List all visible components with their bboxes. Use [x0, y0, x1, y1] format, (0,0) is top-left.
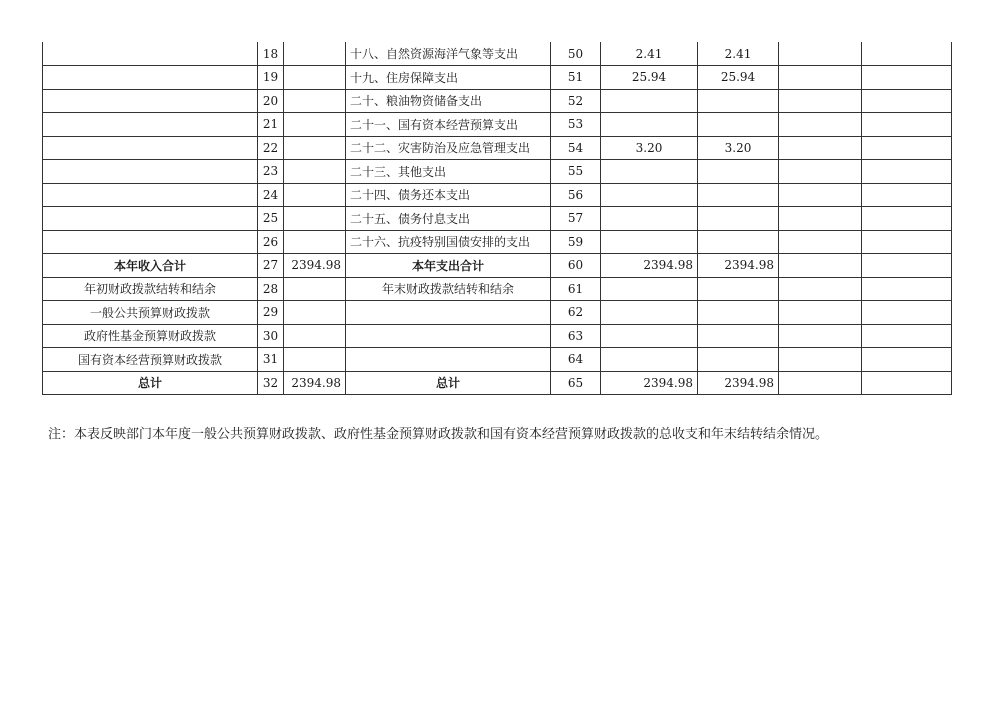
income-line-number-cell: 25 — [258, 207, 284, 231]
income-amount-cell — [284, 183, 346, 207]
table-row — [43, 207, 952, 231]
general-budget-cell — [698, 348, 779, 372]
state-capital-cell — [862, 66, 952, 90]
expenditure-line-number-cell: 59 — [551, 230, 601, 254]
table-row — [43, 66, 952, 90]
expenditure-line-number-cell: 52 — [551, 89, 601, 113]
table-row — [43, 254, 952, 278]
income-line-number-cell: 22 — [258, 136, 284, 160]
income-amount-cell — [284, 207, 346, 231]
expenditure-line-number-cell: 53 — [551, 113, 601, 137]
expenditure-total-cell — [601, 348, 698, 372]
expenditure-item-cell: 年末财政拨款结转和结余 — [346, 277, 551, 301]
expenditure-item-cell: 二十四、债务还本支出 — [346, 183, 551, 207]
general-budget-cell — [698, 230, 779, 254]
general-budget-cell — [698, 301, 779, 325]
general-budget-cell: 2394.98 — [698, 254, 779, 278]
government-fund-cell — [779, 207, 862, 231]
income-item-cell — [43, 66, 258, 90]
general-budget-cell: 2394.98 — [698, 371, 779, 395]
expenditure-total-cell — [601, 113, 698, 137]
government-fund-cell — [779, 113, 862, 137]
state-capital-cell — [862, 183, 952, 207]
income-line-number-cell: 29 — [258, 301, 284, 325]
income-amount-cell — [284, 324, 346, 348]
income-amount-cell — [284, 89, 346, 113]
income-item-cell: 国有资本经营预算财政拨款 — [43, 348, 258, 372]
table-row — [43, 89, 952, 113]
expenditure-total-cell: 2394.98 — [601, 371, 698, 395]
table-row — [43, 160, 952, 184]
table-row — [43, 324, 952, 348]
table-row — [43, 230, 952, 254]
general-budget-cell: 2.41 — [698, 42, 779, 66]
income-line-number-cell: 24 — [258, 183, 284, 207]
income-line-number-cell: 31 — [258, 348, 284, 372]
income-item-cell — [43, 113, 258, 137]
state-capital-cell — [862, 348, 952, 372]
state-capital-cell — [862, 230, 952, 254]
general-budget-cell — [698, 324, 779, 348]
income-line-number-cell: 30 — [258, 324, 284, 348]
government-fund-cell — [779, 371, 862, 395]
income-amount-cell: 2394.98 — [284, 254, 346, 278]
expenditure-total-cell: 2394.98 — [601, 254, 698, 278]
state-capital-cell — [862, 42, 952, 66]
income-amount-cell — [284, 348, 346, 372]
expenditure-item-cell: 二十三、其他支出 — [346, 160, 551, 184]
income-line-number-cell: 20 — [258, 89, 284, 113]
general-budget-cell: 25.94 — [698, 66, 779, 90]
income-amount-cell: 2394.98 — [284, 371, 346, 395]
government-fund-cell — [779, 348, 862, 372]
expenditure-line-number-cell: 60 — [551, 254, 601, 278]
general-budget-cell — [698, 183, 779, 207]
income-line-number-cell: 19 — [258, 66, 284, 90]
expenditure-total-cell — [601, 301, 698, 325]
table-row — [43, 277, 952, 301]
expenditure-item-cell: 总计 — [346, 371, 551, 395]
income-item-cell — [43, 183, 258, 207]
income-line-number-cell: 27 — [258, 254, 284, 278]
expenditure-item-cell: 十八、自然资源海洋气象等支出 — [346, 42, 551, 66]
government-fund-cell — [779, 66, 862, 90]
government-fund-cell — [779, 324, 862, 348]
income-amount-cell — [284, 66, 346, 90]
table-row — [43, 371, 952, 395]
income-amount-cell — [284, 113, 346, 137]
state-capital-cell — [862, 324, 952, 348]
table-row — [43, 42, 952, 66]
government-fund-cell — [779, 89, 862, 113]
state-capital-cell — [862, 160, 952, 184]
income-item-cell — [43, 207, 258, 231]
government-fund-cell — [779, 42, 862, 66]
income-amount-cell — [284, 277, 346, 301]
expenditure-item-cell: 十九、住房保障支出 — [346, 66, 551, 90]
expenditure-line-number-cell: 56 — [551, 183, 601, 207]
income-item-cell: 政府性基金预算财政拨款 — [43, 324, 258, 348]
general-budget-cell — [698, 160, 779, 184]
government-fund-cell — [779, 301, 862, 325]
expenditure-item-cell: 二十六、抗疫特别国债安排的支出 — [346, 230, 551, 254]
expenditure-total-cell — [601, 324, 698, 348]
expenditure-line-number-cell: 57 — [551, 207, 601, 231]
table-row — [43, 113, 952, 137]
income-line-number-cell: 18 — [258, 42, 284, 66]
state-capital-cell — [862, 136, 952, 160]
expenditure-item-cell: 二十一、国有资本经营预算支出 — [346, 113, 551, 137]
table-row — [43, 301, 952, 325]
general-budget-cell — [698, 277, 779, 301]
general-budget-cell — [698, 207, 779, 231]
expenditure-line-number-cell: 63 — [551, 324, 601, 348]
income-amount-cell — [284, 42, 346, 66]
expenditure-item-cell: 本年支出合计 — [346, 254, 551, 278]
general-budget-cell — [698, 89, 779, 113]
expenditure-item-cell — [346, 324, 551, 348]
expenditure-item-cell — [346, 348, 551, 372]
table-body — [43, 42, 952, 395]
state-capital-cell — [862, 301, 952, 325]
income-item-cell: 总计 — [43, 371, 258, 395]
income-amount-cell — [284, 230, 346, 254]
income-item-cell — [43, 136, 258, 160]
expenditure-total-cell: 25.94 — [601, 66, 698, 90]
expenditure-line-number-cell: 54 — [551, 136, 601, 160]
expenditure-line-number-cell: 62 — [551, 301, 601, 325]
expenditure-total-cell — [601, 230, 698, 254]
expenditure-total-cell: 2.41 — [601, 42, 698, 66]
expenditure-item-cell: 二十、粮油物资储备支出 — [346, 89, 551, 113]
expenditure-total-cell — [601, 207, 698, 231]
expenditure-total-cell: 3.20 — [601, 136, 698, 160]
income-item-cell — [43, 89, 258, 113]
general-budget-cell — [698, 113, 779, 137]
expenditure-line-number-cell: 55 — [551, 160, 601, 184]
government-fund-cell — [779, 160, 862, 184]
income-item-cell: 年初财政拨款结转和结余 — [43, 277, 258, 301]
income-item-cell: 本年收入合计 — [43, 254, 258, 278]
income-amount-cell — [284, 160, 346, 184]
state-capital-cell — [862, 113, 952, 137]
table-note: 注：本表反映部门本年度一般公共预算财政拨款、政府性基金预算财政拨款和国有资本经营预算财政拨款的总收支和年末结转结余情况。 — [48, 427, 829, 442]
table-row — [43, 348, 952, 372]
table-row — [43, 136, 952, 160]
state-capital-cell — [862, 277, 952, 301]
state-capital-cell — [862, 254, 952, 278]
expenditure-total-cell — [601, 183, 698, 207]
expenditure-item-cell: 二十二、灾害防治及应急管理支出 — [346, 136, 551, 160]
income-item-cell — [43, 42, 258, 66]
income-item-cell — [43, 160, 258, 184]
expenditure-line-number-cell: 50 — [551, 42, 601, 66]
state-capital-cell — [862, 371, 952, 395]
income-line-number-cell: 23 — [258, 160, 284, 184]
income-line-number-cell: 32 — [258, 371, 284, 395]
expenditure-total-cell — [601, 277, 698, 301]
government-fund-cell — [779, 136, 862, 160]
expenditure-line-number-cell: 64 — [551, 348, 601, 372]
expenditure-total-cell — [601, 89, 698, 113]
expenditure-line-number-cell: 61 — [551, 277, 601, 301]
income-amount-cell — [284, 136, 346, 160]
income-line-number-cell: 21 — [258, 113, 284, 137]
income-item-cell: 一般公共预算财政拨款 — [43, 301, 258, 325]
state-capital-cell — [862, 89, 952, 113]
expenditure-line-number-cell: 65 — [551, 371, 601, 395]
government-fund-cell — [779, 183, 862, 207]
government-fund-cell — [779, 277, 862, 301]
expenditure-item-cell: 二十五、债务付息支出 — [346, 207, 551, 231]
income-line-number-cell: 26 — [258, 230, 284, 254]
income-item-cell — [43, 230, 258, 254]
income-line-number-cell: 28 — [258, 277, 284, 301]
state-capital-cell — [862, 207, 952, 231]
government-fund-cell — [779, 254, 862, 278]
expenditure-item-cell — [346, 301, 551, 325]
expenditure-line-number-cell: 51 — [551, 66, 601, 90]
budget-summary-table — [42, 42, 952, 395]
income-amount-cell — [284, 301, 346, 325]
general-budget-cell: 3.20 — [698, 136, 779, 160]
expenditure-total-cell — [601, 160, 698, 184]
table-row — [43, 183, 952, 207]
government-fund-cell — [779, 230, 862, 254]
